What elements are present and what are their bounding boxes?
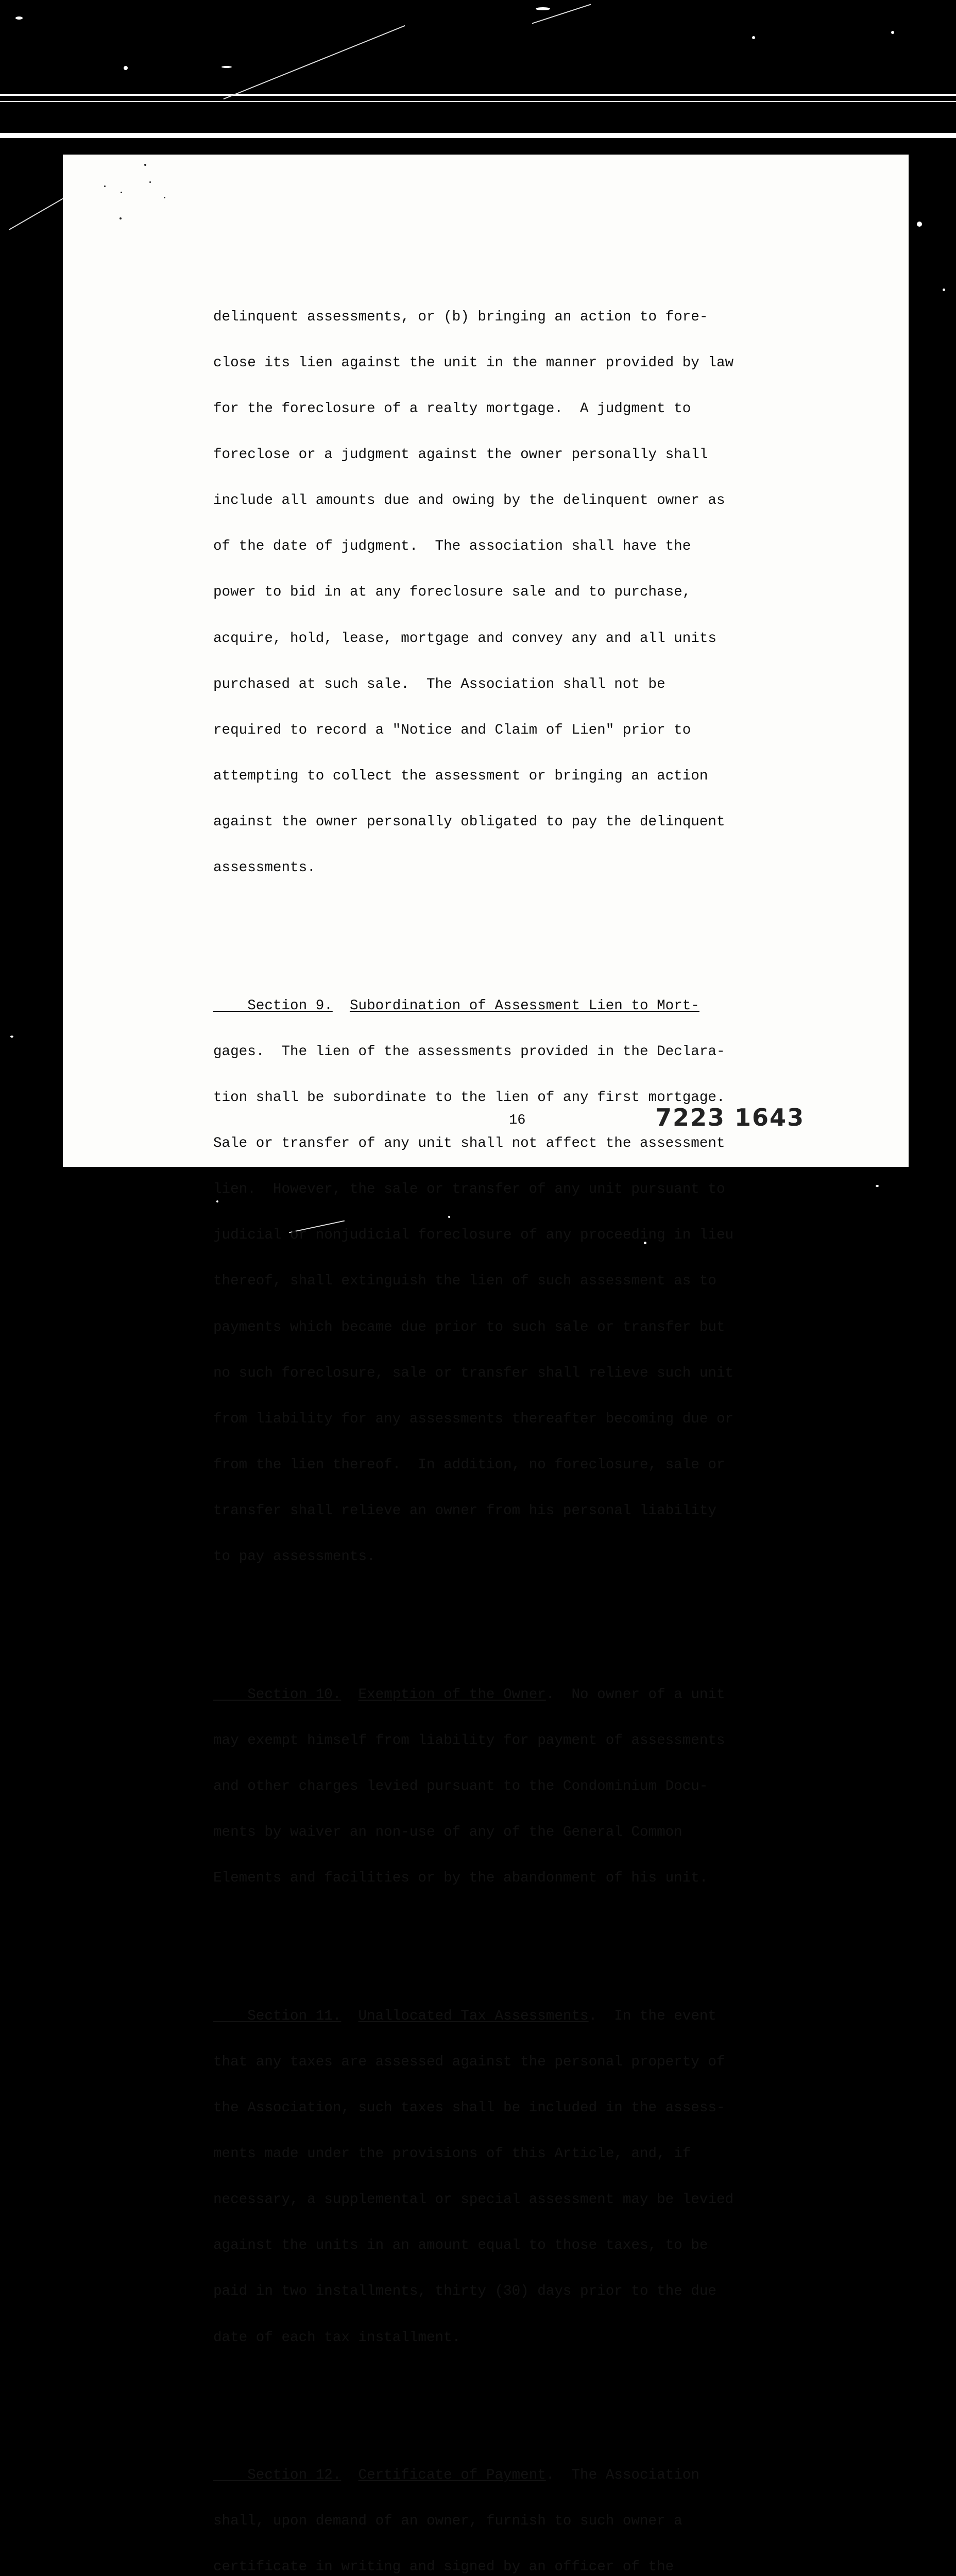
text-line: to pay assessments. [213,1549,375,1565]
text-line: foreclose or a judgment against the owner personally shall [213,447,708,463]
text-line: paid in two installments, thirty (30) days prior to the due [213,2283,716,2300]
section-12 [213,2437,903,2576]
text-line: delinquent assessments, or (b) bringing an action to fore- [213,309,708,325]
paragraph [213,279,903,906]
text-line: attempting to collect the assessment or bringing an action [213,768,708,784]
text-line: from liability for any assessments thereafter becoming due or [213,1411,734,1427]
scan-speck [104,185,106,187]
section-number: Section 9. [213,997,333,1014]
scan-speck [891,31,894,34]
text-line: certificate in writing and signed by an officer of the [213,2559,674,2575]
text-line: the Association, such taxes shall be included in the assess- [213,2099,725,2116]
section-number: Section 11. [213,2008,342,2024]
text-line: required to record a "Notice and Claim of Lien" prior to [213,722,691,738]
heading-rest: . In the event [588,2008,716,2024]
scan-speck [164,197,165,198]
scan-speck [121,192,122,193]
scan-speck [15,16,23,20]
text-line: payments which became due prior to such sale or transfer but [213,1319,725,1335]
text-line: acquire, hold, lease, mortgage and convey any and all units [213,630,716,647]
text-line: assessments. [213,860,316,876]
text-line: for the foreclosure of a realty mortgage. A judgment to [213,401,691,417]
heading-rest: . The Association [545,2467,699,2484]
section-heading-line [213,1687,903,1703]
scan-speck [943,289,945,291]
text-line: against the owner personally obligated to pay the delinquent [213,814,725,831]
text-line: gages. The lien of the assessments provided in the Declara- [213,1043,725,1060]
heading-separator [341,2467,358,2483]
section-heading-line [213,998,903,1014]
text-line: necessary, a supplemental or special assessment may be levied [213,2192,734,2208]
heading-separator [341,1687,358,1703]
text-line: judicial or nonjudicial foreclosure of any proceeding in lieu [213,1227,734,1244]
text-line: that any taxes are assessed against the personal property of [213,2054,725,2070]
scan-speck [752,36,755,39]
scan-streak [223,25,405,99]
text-line: against the units in an amount equal to those taxes, to be [213,2238,708,2254]
section-10 [213,1656,903,1917]
scan-speck [149,181,151,183]
scan-border-line [0,101,956,102]
text-line: Sale or transfer of any unit shall not affect the assessment [213,1136,725,1152]
page-number: 16 [509,1113,526,1128]
scan-speck [120,217,122,219]
text-line: transfer shall relieve an owner from his personal liability [213,1502,716,1519]
text-line: close its lien against the unit in the manner provided by law [213,354,734,371]
scan-speck [917,222,922,227]
section-number: Section 12. [213,2467,342,2484]
section-heading-line [213,2468,903,2483]
text-line: shall, upon demand of an owner, furnish to such owner a [213,2513,682,2530]
text-line: thereof, shall extinguish the lien of such assessment as to [213,1273,716,1290]
section-11 [213,1978,903,2376]
section-number: Section 10. [213,1686,342,1703]
text-line: of the date of judgment. The association shall have the [213,538,691,555]
text-line: ments by waiver an non-use of any of the General Common [213,1824,682,1841]
scan-speck [10,1036,13,1038]
heading-separator [341,2008,358,2024]
section-heading-line [213,2009,903,2024]
scan-border-line [0,133,956,138]
section-9 [213,968,903,1595]
heading-separator [333,998,350,1014]
text-line: and other charges levied pursuant to the Condominium Docu- [213,1778,708,1794]
text-line: tion shall be subordinate to the lien of any first mortgage. [213,1089,725,1106]
document-page [63,155,909,2575]
section-title: Unallocated Tax Assessments [358,2008,589,2024]
text-line: lien. However, the sale or transfer of any unit pursuant to [213,1181,725,1198]
scan-speck [536,7,550,10]
text-line: ments made under the provisions of this Article, and, if [213,2146,691,2162]
scan-border-line [0,94,956,96]
section-title: Subordination of Assessment Lien to Mort- [349,997,699,1014]
text-line: power to bid in at any foreclosure sale and to purchase, [213,584,691,601]
text-line: may exempt himself from liability for payment of assessments [213,1732,725,1749]
scan-speck [144,164,146,166]
text-line: include all amounts due and owing by the delinquent owner as [213,493,725,509]
document-body [213,248,903,2576]
scan-speck [124,66,128,70]
text-line: Elements and facilities or by the abandonment of his unit. [213,1870,708,1887]
text-line: purchased at such sale. The Association shall not be [213,676,665,692]
text-line: no such foreclosure, sale or transfer shall relieve such unit [213,1365,734,1381]
scan-speck [221,66,232,68]
text-line: from the lien thereof. In addition, no foreclosure, sale or [213,1456,725,1473]
section-title: Exemption of the Owner [358,1686,546,1703]
heading-rest: . No owner of a unit [545,1686,725,1703]
section-title: Certificate of Payment [358,2467,546,2484]
text-line: date of each tax installment. [213,2329,461,2346]
recording-stamp: 7223 1643 [655,1104,805,1131]
